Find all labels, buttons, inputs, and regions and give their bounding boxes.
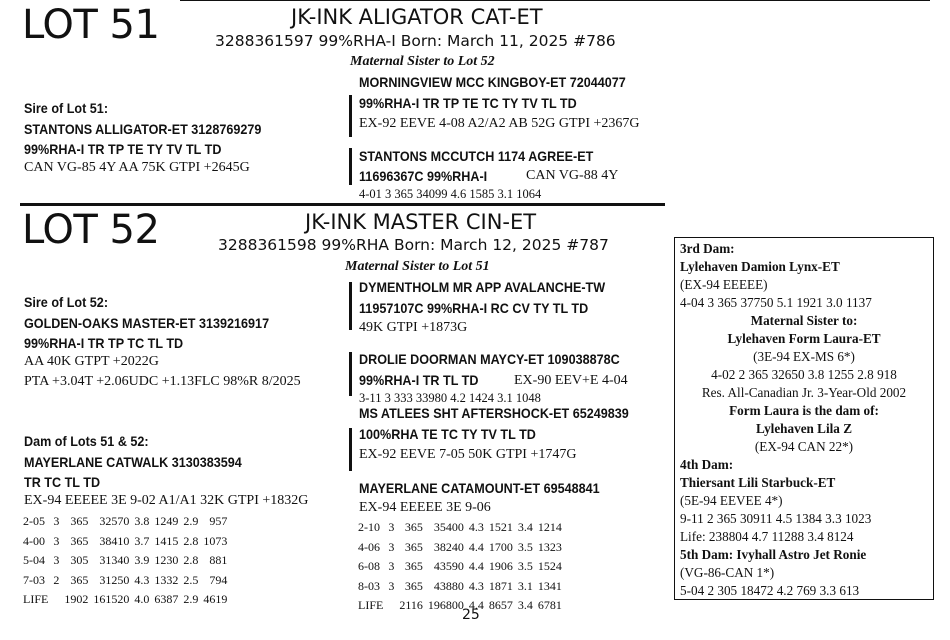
lactation-cell: 365 — [70, 514, 89, 528]
lactation-cell: 3.4 — [517, 598, 533, 613]
third-dam-record: 4-04 3 365 37750 5.1 1921 3.0 1137 — [680, 295, 872, 310]
lactation-cell: 3.1 — [517, 578, 533, 593]
lactation-cell: 2.5 — [183, 572, 199, 587]
lactation-row — [23, 571, 232, 591]
lot-divider — [20, 203, 665, 206]
lactation-cell: 8-03 — [358, 578, 380, 593]
lactation-cell: 1332 — [154, 572, 179, 587]
lot-52-name: JK-INK MASTER CIN-ET — [305, 210, 537, 234]
lot-52-sire-dam-tests: 99%RHA-I TR TL TD — [359, 372, 479, 388]
lot-51-label: LOT 51 — [22, 2, 160, 48]
lactation-cell: 4.3 — [134, 572, 150, 587]
maternal-sister-record: 4-02 2 365 32650 3.8 1255 2.8 918 — [711, 367, 897, 382]
lactation-cell: 1700 — [488, 539, 513, 554]
lactation-cell: 1230 — [154, 553, 179, 568]
lactation-cell: 3 — [388, 559, 395, 574]
lactation-row — [358, 557, 567, 577]
lactation-cell — [53, 590, 64, 610]
lactation-cell: 365 — [70, 572, 89, 587]
lactation-cell: 7-03 — [23, 572, 45, 587]
lactation-cell: 35400 — [433, 520, 464, 534]
lot-51-sire-sire-stats: EX-92 EEVE 4-08 A2/A2 AB 52G GTPI +2367G — [359, 116, 640, 131]
lot-52-sire-heading: Sire of Lot 52: — [24, 294, 109, 310]
lactation-cell: 38410 — [99, 533, 130, 548]
lactation-cell: 2-10 — [358, 520, 380, 534]
lactation-row — [358, 518, 567, 538]
fourth-dam-record: 9-11 2 365 30911 4.5 1384 3.3 1023 — [680, 511, 872, 526]
fifth-dam-heading: 5th Dam: Ivyhall Astro Jet Ronie — [680, 547, 867, 562]
lactation-cell: 3.8 — [134, 514, 150, 528]
fourth-dam-name: Thiersant Lili Starbuck-ET — [680, 475, 836, 490]
lactation-cell: 2.9 — [183, 514, 199, 528]
lactation-cell: 31340 — [99, 553, 130, 568]
lactation-cell: 1906 — [488, 559, 513, 574]
lot-52-sire-sire-stats: 49K GTPI +1873G — [359, 320, 468, 335]
lactation-cell: 3 — [53, 514, 60, 528]
lactation-cell: 305 — [70, 553, 89, 568]
top-rule — [180, 0, 930, 1]
maternal-sister-name: Lylehaven Form Laura-ET — [727, 331, 881, 346]
lot-52-sire-name: GOLDEN-OAKS MASTER-ET 3139216917 — [24, 315, 270, 331]
page-number: 25 — [462, 607, 480, 623]
lactation-cell: 43880 — [433, 578, 464, 593]
lactation-cell: 957 — [209, 514, 228, 528]
lot-51-sire-stats: CAN VG-85 4Y AA 75K GTPI +2645G — [24, 160, 250, 175]
pedigree-bracket — [349, 428, 352, 471]
lactation-row — [23, 512, 232, 532]
lactation-row — [358, 538, 567, 558]
lot-52-sire-dam-name: DROLIE DOORMAN MAYCY-ET 109038878C — [359, 351, 620, 367]
lactation-cell: 3 — [388, 539, 395, 554]
lactation-cell: 3.5 — [517, 539, 533, 554]
dam-sire-tests: 100%RHA TE TC TY TV TL TD — [359, 426, 536, 442]
lactation-cell: 2.8 — [183, 533, 199, 548]
lactation-cell: 196800 — [427, 598, 464, 613]
lot-51-registration: 3288361597 99%RHA-I Born: March 11, 2025 #786 — [215, 32, 616, 50]
lot-51-sire-dam-name: STANTONS MCCUTCH 1174 AGREE-ET — [359, 148, 594, 164]
lactation-cell: LIFE — [23, 592, 49, 607]
maternal-sister-award: Res. All-Canadian Jr. 3-Year-Old 2002 — [701, 385, 907, 400]
lactation-cell: 4-06 — [358, 539, 380, 554]
lot-52-label: LOT 52 — [22, 207, 160, 253]
lactation-cell: 4.4 — [468, 598, 484, 613]
lactation-cell: 32570 — [99, 514, 130, 528]
maternal-sister-class: (3E-94 EX-MS 6*) — [753, 349, 855, 364]
lot-51-sire-sire-name: MORNINGVIEW MCC KINGBOY-ET 72044077 — [359, 74, 626, 90]
lactation-cell — [388, 596, 399, 616]
lot-51-name: JK-INK ALIGATOR CAT-ET — [291, 5, 543, 29]
lot-51-sire-dam-class: CAN VG-88 4Y — [526, 168, 619, 183]
lot-51-sire-heading: Sire of Lot 51: — [24, 100, 109, 116]
lot-52-sire-sire-name: DYMENTHOLM MR APP AVALANCHE-TW — [359, 279, 606, 295]
lactation-cell: 38240 — [433, 539, 464, 554]
dam-dam-class: EX-94 EEEEE 3E 9-06 — [359, 500, 491, 515]
dam-sire-name: MS ATLEES SHT AFTERSHOCK-ET 65249839 — [359, 405, 629, 421]
dam-class: EX-94 EEEEE 3E 9-02 A1/A1 32K GTPI +1832G — [24, 493, 309, 508]
lactation-cell: 3.9 — [134, 553, 150, 568]
lactation-cell: 4.3 — [468, 520, 484, 534]
lactation-cell: 3.7 — [134, 533, 150, 548]
pedigree-bracket — [349, 95, 352, 137]
fourth-dam-heading: 4th Dam: — [680, 457, 734, 472]
lactation-cell: 4.3 — [468, 578, 484, 593]
lactation-cell: 3 — [388, 520, 395, 534]
dam-heading: Dam of Lots 51 & 52: — [24, 433, 149, 449]
lactation-cell: 365 — [404, 539, 423, 554]
lactation-cell: 365 — [404, 578, 423, 593]
lot-52-sire-tests: 99%RHA-I TR TP TC TL TD — [24, 335, 184, 351]
lactation-cell: 4.0 — [134, 592, 150, 607]
lactation-cell: 4.4 — [468, 559, 484, 574]
lot-51-sire-tests: 99%RHA-I TR TP TE TY TV TL TD — [24, 141, 222, 157]
pedigree-bracket — [349, 352, 352, 396]
maternal-sister-heading: Maternal Sister to: — [750, 313, 858, 328]
lactation-cell: 1214 — [537, 520, 562, 534]
lactation-cell: 3 — [53, 533, 60, 548]
lactation-cell: 794 — [209, 572, 228, 587]
pedigree-bracket — [349, 148, 352, 185]
lactation-row — [23, 532, 232, 552]
lactation-cell: 1415 — [154, 533, 179, 548]
dam-of-heading: Form Laura is the dam of: — [729, 403, 879, 418]
lot-52-sire-sire-id: 11957107C 99%RHA-I RC CV TY TL TD — [359, 300, 589, 316]
lot-52-sire-dam-record: 3-11 3 333 33980 4.2 1424 3.1 1048 — [359, 391, 541, 405]
dam-sire-stats: EX-92 EEVE 7-05 50K GTPI +1747G — [359, 447, 577, 462]
fourth-dam-class: (5E-94 EEVEE 4*) — [680, 493, 783, 508]
lactation-cell: 1524 — [537, 559, 562, 574]
third-dam-heading: 3rd Dam: — [680, 241, 735, 256]
lactation-cell: 6387 — [154, 592, 179, 607]
lactation-cell: 365 — [404, 559, 423, 574]
lactation-cell: 6781 — [537, 598, 562, 613]
lot-51-sire-name: STANTONS ALLIGATOR-ET 3128769279 — [24, 121, 262, 137]
pedigree-bracket — [349, 282, 352, 330]
dam-name: MAYERLANE CATWALK 3130383594 — [24, 454, 242, 470]
lactation-cell: LIFE — [358, 598, 384, 613]
lactation-cell: 1902 — [64, 592, 89, 607]
lactation-cell: 3.4 — [517, 520, 533, 534]
fifth-dam-record: 5-04 2 305 18472 4.2 769 3.3 613 — [680, 583, 860, 598]
third-dam-name: Lylehaven Damion Lynx-ET — [680, 259, 840, 274]
lactation-row — [358, 577, 567, 597]
lactation-cell: 2.8 — [183, 553, 199, 568]
lot-52-maternal-note: Maternal Sister to Lot 51 — [345, 259, 490, 274]
lactation-cell: 2.9 — [183, 592, 199, 607]
lactation-cell: 3.5 — [517, 559, 533, 574]
lot-52-sire-dam-class: EX-90 EEV+E 4-04 — [514, 373, 628, 388]
lactation-cell: 1073 — [203, 533, 228, 548]
lot-52-sire-stats-1: AA 40K GTPT +2022G — [24, 354, 159, 369]
lactation-row — [23, 590, 232, 610]
third-dam-class: (EX-94 EEEEE) — [680, 277, 768, 292]
dam-of-class: (EX-94 CAN 22*) — [754, 439, 854, 454]
lot-51-sire-sire-tests: 99%RHA-I TR TP TE TC TY TV TL TD — [359, 95, 577, 111]
lactation-cell: 1521 — [488, 520, 513, 534]
lactation-cell: 31250 — [99, 572, 130, 587]
lot-52-registration: 3288361598 99%RHA Born: March 12, 2025 #787 — [218, 236, 609, 254]
dam-tests: TR TC TL TD — [24, 474, 101, 490]
lot-51-sire-dam-record: 4-01 3 365 34099 4.6 1585 3.1 1064 — [359, 187, 542, 201]
fourth-dam-life: Life: 238804 4.7 11288 3.4 8124 — [680, 529, 854, 544]
lactation-cell: 1323 — [537, 539, 562, 554]
lactation-cell: 2-05 — [23, 514, 45, 528]
lactation-cell: 4-00 — [23, 533, 45, 548]
lactation-row — [23, 551, 232, 571]
lot-51-sire-dam-id: 11696367C 99%RHA-I — [359, 168, 488, 184]
lactation-cell: 3 — [53, 553, 60, 568]
lactation-cell: 2116 — [399, 598, 423, 613]
fifth-dam-class: (VG-86-CAN 1*) — [680, 565, 775, 580]
pedigree-box — [674, 237, 934, 600]
lactation-cell: 2 — [53, 572, 60, 587]
lactation-cell: 3 — [388, 578, 395, 593]
lactation-cell: 4.4 — [468, 539, 484, 554]
lactation-cell: 4619 — [203, 592, 228, 607]
lactation-cell: 1249 — [154, 514, 179, 528]
dam-dam-name: MAYERLANE CATAMOUNT-ET 69548841 — [359, 480, 600, 496]
lactation-cell: 161520 — [93, 592, 130, 607]
lactation-cell: 6-08 — [358, 559, 380, 574]
lactation-cell: 365 — [70, 533, 89, 548]
dam-lactation-table — [23, 512, 232, 610]
lactation-cell: 8657 — [488, 598, 513, 613]
dam-of-name: Lylehaven Lila Z — [756, 421, 852, 436]
lot-51-maternal-note: Maternal Sister to Lot 52 — [350, 54, 495, 69]
dam-dam-lactation-table — [358, 518, 567, 616]
lactation-cell: 5-04 — [23, 553, 45, 568]
lactation-cell: 43590 — [433, 559, 464, 574]
lot-52-sire-stats-2: PTA +3.04T +2.06UDC +1.13FLC 98%R 8/2025 — [24, 374, 301, 389]
lactation-cell: 1341 — [537, 578, 562, 593]
lactation-cell: 881 — [209, 553, 228, 568]
lactation-cell: 1871 — [488, 578, 513, 593]
lactation-cell: 365 — [404, 520, 423, 534]
